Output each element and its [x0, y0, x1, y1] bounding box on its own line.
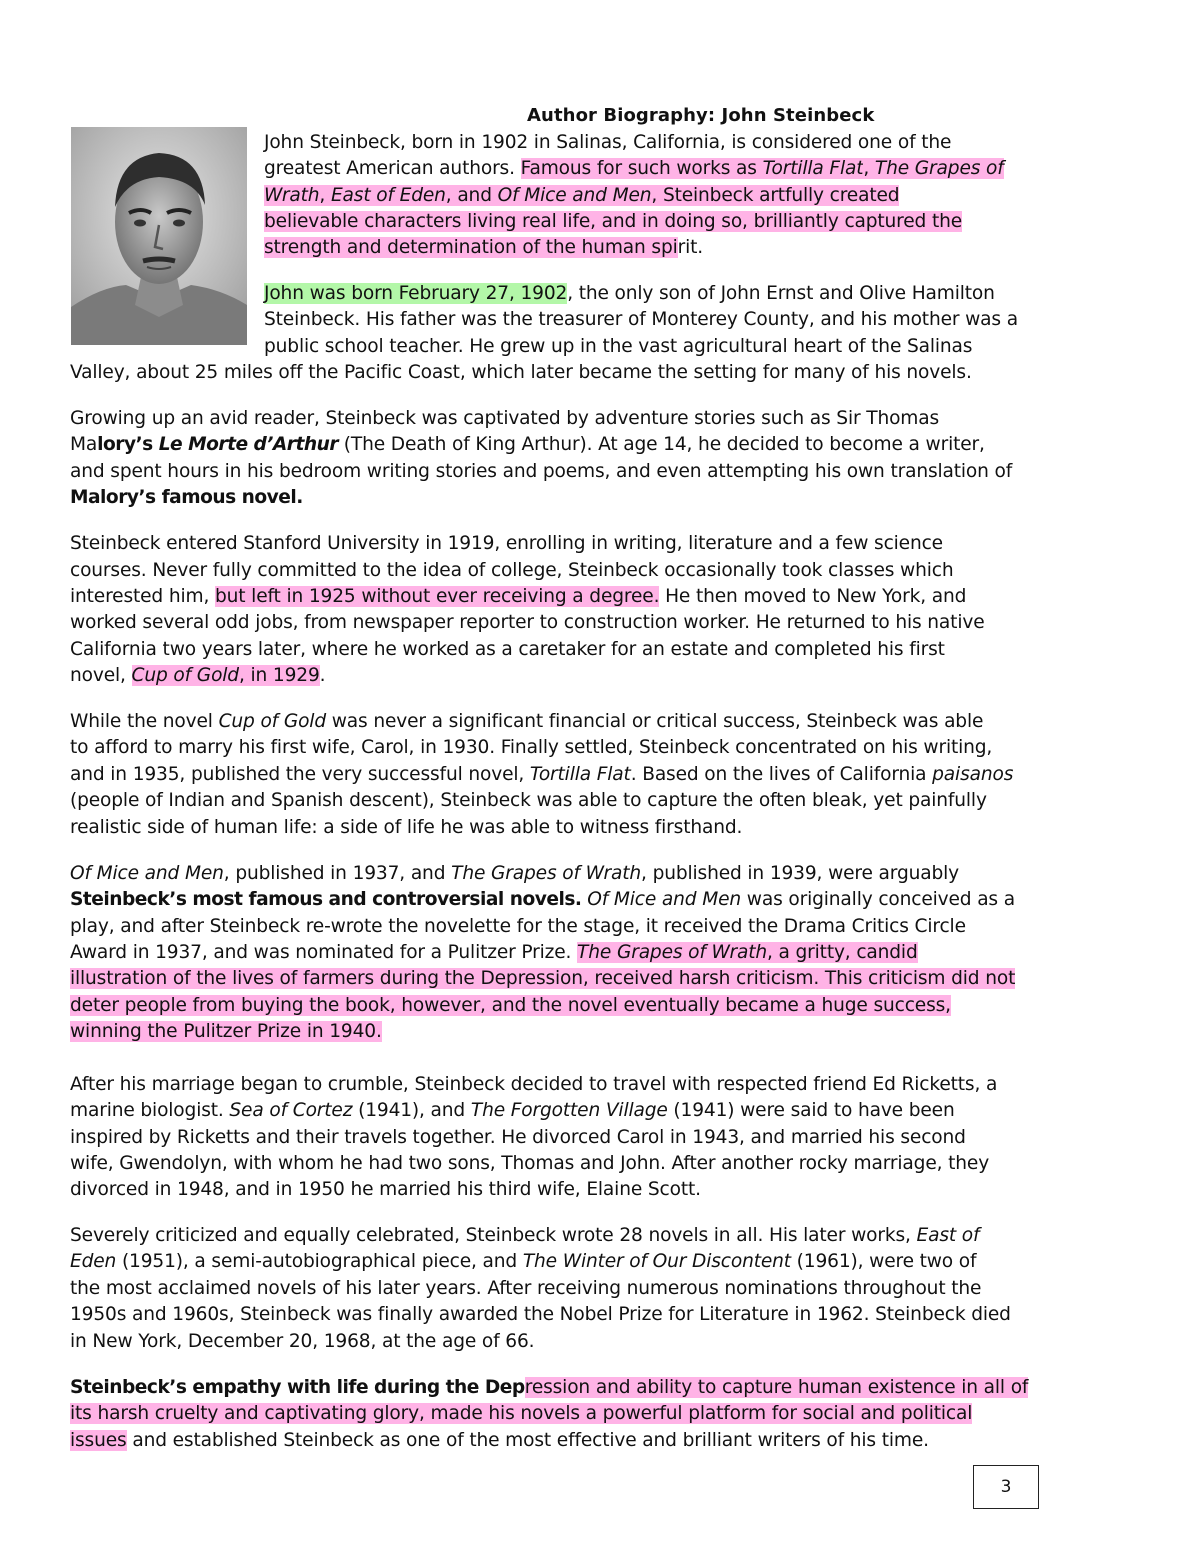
text-line	[70, 815, 742, 841]
text-line	[264, 130, 951, 156]
text-segment: play, and after Steinbeck re-wrote the novelette for the stage, it received the Drama Critics Circle	[70, 916, 966, 937]
text-line	[264, 307, 1018, 333]
text-line	[70, 1151, 989, 1177]
text-line	[70, 584, 966, 610]
text-line	[70, 1375, 1028, 1401]
page-number-box	[973, 1465, 1039, 1509]
text-line	[70, 1428, 929, 1454]
text-segment: Steinbeck entered Stanford University in 1919, enrolling in writing, literature and a few science	[70, 533, 943, 554]
text-segment: and in 1935, published the very successful novel,	[70, 764, 530, 785]
text-segment: Malory’s famous novel.	[70, 487, 303, 508]
text-line	[70, 1302, 1011, 1328]
portrait-image	[71, 127, 247, 345]
text-line	[70, 709, 983, 735]
text-segment: inspired by Ricketts and their travels together. He divorced Carol in 1943, and married his second	[70, 1127, 966, 1148]
text-segment: The Grapes of Wrath	[451, 863, 642, 884]
text-segment: realistic side of human life: a side of life he was able to witness firsthand.	[70, 817, 743, 838]
text-line	[70, 406, 939, 432]
text-line	[70, 432, 985, 458]
highlighted-text-pink: ,	[319, 185, 331, 206]
text-segment: East of	[916, 1225, 980, 1246]
text-line	[264, 235, 703, 261]
highlighted-text-pink: deter people from buying the book, however, and the novel eventually became a huge success,	[70, 995, 951, 1016]
text-segment: , published in 1937, and	[223, 863, 452, 884]
text-segment: Of Mice and Men	[587, 889, 742, 910]
highlighted-text-pink: The Grapes of Wrath	[577, 942, 767, 963]
text-segment: . Based on the lives of California	[630, 764, 933, 785]
text-segment: 1950s and 1960s, Steinbeck was finally awarded the Nobel Prize for Literature in 1962. Steinbeck died	[70, 1304, 1011, 1325]
text-segment: Valley, about 25 miles off the Pacific Coast, which later became the setting for many of his novels.	[70, 362, 972, 383]
text-segment: was never a significant financial or critical success, Steinbeck was able	[325, 711, 984, 732]
highlighted-text-pink: its harsh cruelty and captivating glory, made his novels a powerful platform for social and political	[70, 1403, 973, 1424]
text-segment: Severely criticized and equally celebrated, Steinbeck wrote 28 novels in all. His later works,	[70, 1225, 917, 1246]
text-segment: , published in 1939, were arguably	[641, 863, 960, 884]
text-line	[70, 788, 987, 814]
text-line	[70, 887, 1015, 913]
text-segment: paisanos	[932, 764, 1014, 785]
text-line	[70, 1401, 972, 1427]
highlighted-text-pink: , and	[445, 185, 498, 206]
text-line	[70, 637, 945, 663]
text-segment: Growing up an avid reader, Steinbeck was captivated by adventure stories such as Sir Thomas	[70, 408, 940, 429]
text-segment: Steinbeck’s most famous and controversial novels.	[70, 889, 582, 910]
highlighted-text-pink: ression and ability to capture human existence in all of	[524, 1377, 1029, 1398]
text-segment: (1961), were two of	[790, 1251, 977, 1272]
text-line	[70, 861, 959, 887]
text-segment: (1941) were said to have been	[667, 1100, 955, 1121]
highlighted-text-pink: Tortilla Flat	[762, 158, 864, 179]
text-segment: Of Mice and Men	[70, 863, 224, 884]
text-segment: (The Death of King Arthur). At age 14, he decided to become a writer,	[338, 434, 985, 455]
text-segment: divorced in 1948, and in 1950 he married his third wife, Elaine Scott.	[70, 1179, 701, 1200]
text-segment: Cup of Gold	[218, 711, 326, 732]
highlighted-text-pink: The Grapes of	[874, 158, 1004, 179]
text-segment: the most acclaimed novels of his later years. After receiving numerous nominations throughout the	[70, 1278, 982, 1299]
highlighted-text-pink: East of Eden	[330, 185, 446, 206]
text-segment: Tortilla Flat	[529, 764, 631, 785]
text-line	[70, 1249, 976, 1275]
text-segment: .	[319, 665, 326, 686]
highlighted-text-pink: illustration of the lives of farmers during the Depression, received harsh criticism. This criticism did not	[70, 968, 1016, 989]
highlighted-text-pink: Of Mice and Men	[497, 185, 652, 206]
text-line	[264, 209, 962, 235]
text-line	[264, 183, 899, 209]
text-segment: Steinbeck. His father was the treasurer of Monterey County, and his mother was a	[264, 309, 1018, 330]
page-title: Author Biography: John Steinbeck	[527, 105, 875, 126]
highlighted-text-pink: Cup of Gold	[131, 665, 239, 686]
text-segment: Le Morte d’Arthur	[158, 434, 339, 455]
text-segment: Ma	[70, 434, 98, 455]
text-segment: courses. Never fully committed to the idea of college, Steinbeck occasionally took classes which	[70, 560, 954, 581]
highlighted-text-pink: believable characters living real life, and in doing so, brilliantly captured the	[264, 211, 963, 232]
text-segment: The Winter of Our Discontent	[522, 1251, 791, 1272]
highlighted-text-pink: winning the Pulitzer Prize in 1940.	[70, 1021, 382, 1042]
text-segment: to afford to marry his first wife, Carol, in 1930. Finally settled, Steinbeck concentrated on his writing,	[70, 737, 993, 758]
text-line	[70, 914, 966, 940]
page-number: 3	[1000, 1477, 1012, 1497]
text-segment: was originally conceived as a	[741, 889, 1015, 910]
highlighted-text-pink: strength and determination of the human spi	[264, 237, 678, 258]
text-segment: and established Steinbeck as one of the most effective and brilliant writers of his time.	[126, 1430, 929, 1451]
text-line	[70, 531, 943, 557]
text-segment: marine biologist.	[70, 1100, 230, 1121]
text-line	[70, 735, 992, 761]
text-segment: California two years later, where he worked as a caretaker for an estate and completed his first	[70, 639, 945, 660]
text-line	[70, 1072, 997, 1098]
text-line	[70, 940, 918, 966]
text-segment: Eden	[70, 1251, 117, 1272]
text-segment: greatest American authors.	[264, 158, 521, 179]
text-segment: Sea of Cortez	[229, 1100, 353, 1121]
text-segment: (people of Indian and Spanish descent), Steinbeck was able to capture the often bleak, yet painfully	[70, 790, 987, 811]
text-line	[70, 1223, 979, 1249]
text-line	[70, 1098, 955, 1124]
text-segment: John Steinbeck, born in 1902 in Salinas, California, is considered one of the	[264, 132, 952, 153]
text-segment: He then moved to New York, and	[659, 586, 967, 607]
text-line	[70, 1177, 701, 1203]
text-line	[264, 156, 1004, 182]
text-segment: worked several odd jobs, from newspaper reporter to construction worker. He returned to his native	[70, 612, 985, 633]
highlighted-text-pink: , Steinbeck artfully created	[651, 185, 900, 206]
text-segment: Award in 1937, and was nominated for a Pulitzer Prize.	[70, 942, 578, 963]
highlighted-text-pink: Wrath	[264, 185, 320, 206]
text-line	[70, 762, 1013, 788]
text-segment: public school teacher. He grew up in the vast agricultural heart of the Salinas	[264, 336, 973, 357]
highlighted-text-pink: issues	[70, 1430, 127, 1451]
text-segment: After his marriage began to crumble, Steinbeck decided to travel with respected friend Ed Ricketts, a	[70, 1074, 998, 1095]
highlighted-text-pink: Famous for such works as	[520, 158, 763, 179]
text-line	[264, 281, 995, 307]
text-segment: rit.	[677, 237, 704, 258]
text-segment: While the novel	[70, 711, 219, 732]
highlighted-text-pink: ,	[863, 158, 875, 179]
text-segment: interested him,	[70, 586, 215, 607]
text-segment: and spent hours in his bedroom writing stories and poems, and even attempting his own translation of	[70, 461, 1013, 482]
text-segment: in New York, December 20, 1968, at the age of 66.	[70, 1331, 535, 1352]
highlighted-text-pink: , a gritty, candid	[766, 942, 918, 963]
text-line	[70, 459, 1012, 485]
text-segment: lory’s	[97, 434, 159, 455]
text-line	[70, 966, 1015, 992]
text-line	[70, 360, 972, 386]
text-line	[70, 993, 951, 1019]
text-line	[264, 334, 972, 360]
text-line	[70, 1276, 981, 1302]
text-segment: The Forgotten Village	[470, 1100, 668, 1121]
text-segment: (1951), a semi-autobiographical piece, and	[116, 1251, 523, 1272]
text-segment: , the only son of John Ernst and Olive Hamilton	[567, 283, 995, 304]
text-line	[70, 558, 953, 584]
text-line	[70, 1019, 382, 1045]
text-line	[70, 1125, 966, 1151]
highlighted-text-pink: , in 1929	[238, 665, 320, 686]
text-segment: (1941), and	[352, 1100, 471, 1121]
text-segment: Steinbeck’s empathy with life during the Dep	[70, 1377, 525, 1398]
author-photo	[71, 127, 247, 345]
highlighted-text-green: John was born February 27, 1902	[264, 283, 568, 304]
text-line	[70, 610, 984, 636]
text-segment: wife, Gwendolyn, with whom he had two sons, Thomas and John. After another rocky marriage, they	[70, 1153, 990, 1174]
highlighted-text-pink: but left in 1925 without ever receiving a degree.	[214, 586, 660, 607]
text-line	[70, 1329, 534, 1355]
text-line	[70, 663, 325, 689]
text-segment: novel,	[70, 665, 132, 686]
text-line	[70, 485, 303, 511]
